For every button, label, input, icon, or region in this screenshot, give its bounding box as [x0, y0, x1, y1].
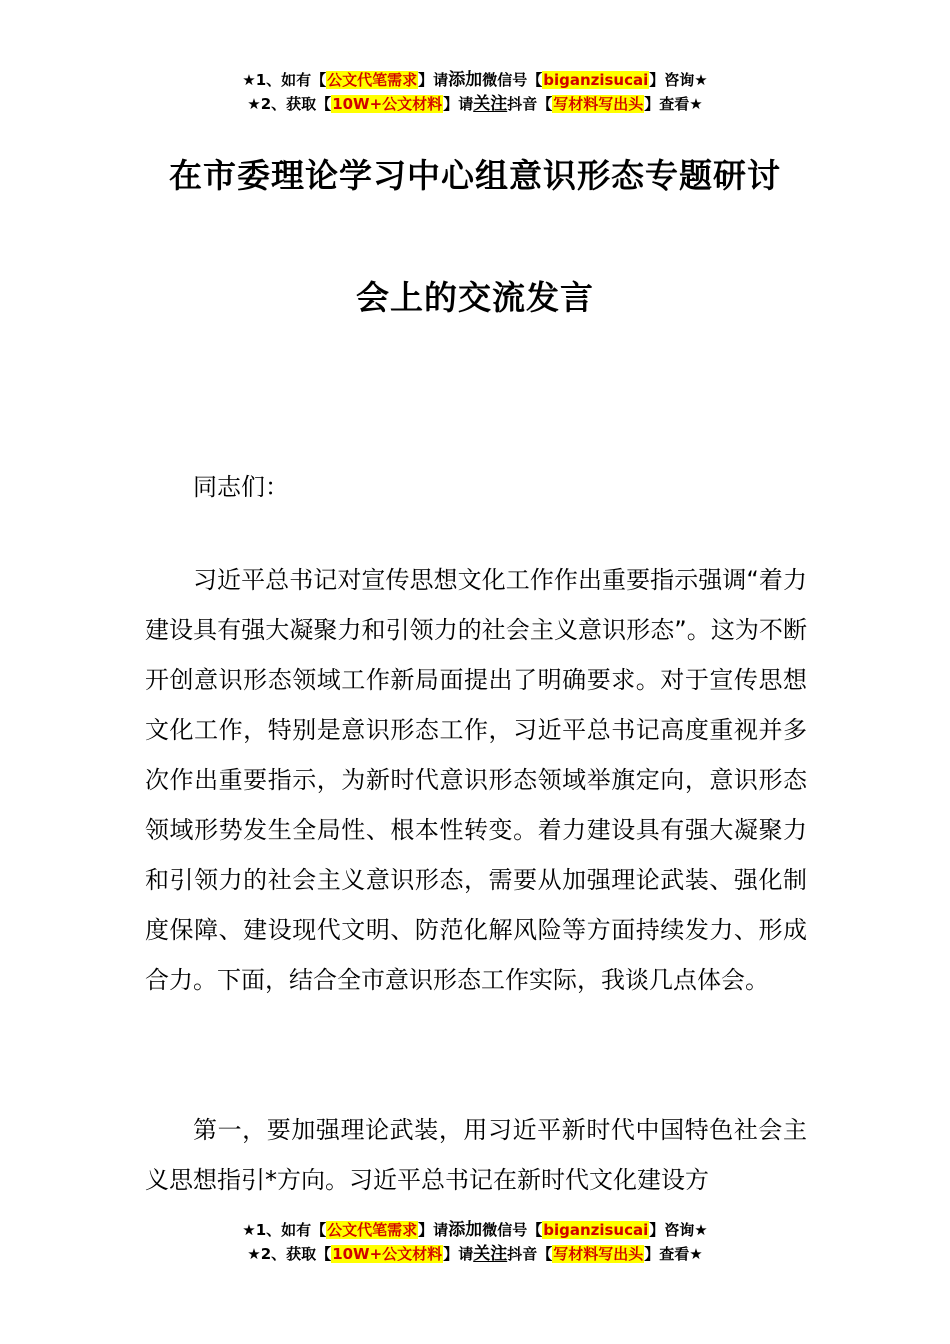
promo-text: 抖音【 — [507, 95, 553, 113]
salutation-text: 同志们： — [193, 473, 289, 501]
promo-text: ★1、如有【 — [242, 71, 327, 89]
promo-wechat-id: biganzisucai — [543, 71, 649, 89]
header-promo-banner — [0, 68, 950, 116]
promo-line-1 — [0, 68, 950, 92]
paragraph-text: 第一，要加强理论武装，用习近平新时代中国特色社会主义思想指引*方向。习近平总书记在新时代文化建设方 — [145, 1116, 807, 1194]
promo-emphasis: 关注 — [473, 94, 508, 114]
promo-text: ★2、获取【 — [247, 95, 332, 113]
promo-text: 抖音【 — [507, 1245, 553, 1263]
promo-highlight: 公文代笔需求 — [327, 71, 418, 89]
promo-douyin-id: 写材料写出头 — [553, 1245, 644, 1263]
promo-line-2 — [0, 92, 950, 116]
promo-douyin-id: 写材料写出头 — [553, 95, 644, 113]
paragraph-text: 习近平总书记对宣传思想文化工作作出重要指示强调“着力建设具有强大凝聚力和引领力的社会主义意识形态”。这为不断开创意识形态领域工作新局面提出了明确要求。对于宣传思想文化工作，特别是意识形态工作，习近平总书记高度重视并多次作出重要指示，为新时代意识形态领域举旗定向，意识形态领域形势发生全局性、根本性转变。着力建设具有强大凝聚力和引领力的社会主义意识形态，需要从加强理论武装、强化制度保障、建设现代文明、防范化解风险等方面持续发力、形成合力。下面，结合全市意识形态工作实际，我谈几点体会。 — [145, 566, 807, 994]
body-paragraph-2 — [145, 1105, 807, 1205]
promo-text: 】请 — [443, 95, 474, 113]
promo-line-1 — [0, 1218, 950, 1242]
promo-wechat-id: biganzisucai — [543, 1221, 649, 1239]
promo-emphasis: 添加 — [448, 70, 483, 90]
promo-emphasis: 添加 — [448, 1220, 483, 1240]
promo-text: 微信号【 — [482, 71, 543, 89]
salutation — [145, 462, 807, 512]
promo-text: 】查看★ — [644, 95, 703, 113]
promo-text: ★2、获取【 — [247, 1245, 332, 1263]
promo-text: 】请 — [418, 1221, 449, 1239]
promo-highlight: 10W+公文材料 — [332, 95, 443, 113]
promo-highlight: 10W+公文材料 — [332, 1245, 443, 1263]
promo-highlight: 公文代笔需求 — [327, 1221, 418, 1239]
promo-line-2 — [0, 1242, 950, 1266]
document-title-line-2: 会上的交流发言 — [356, 278, 594, 317]
footer-promo-banner — [0, 1218, 950, 1266]
document-title-line-1: 在市委理论学习中心组意识形态专题研讨 — [169, 156, 781, 195]
body-paragraph-1 — [145, 555, 807, 1005]
promo-emphasis: 关注 — [473, 1244, 508, 1264]
promo-text: 微信号【 — [482, 1221, 543, 1239]
promo-text: 】咨询★ — [649, 1221, 708, 1239]
promo-text: 】咨询★ — [649, 71, 708, 89]
promo-text: 】查看★ — [644, 1245, 703, 1263]
promo-text: 】请 — [443, 1245, 474, 1263]
promo-text: ★1、如有【 — [242, 1221, 327, 1239]
promo-text: 】请 — [418, 71, 449, 89]
